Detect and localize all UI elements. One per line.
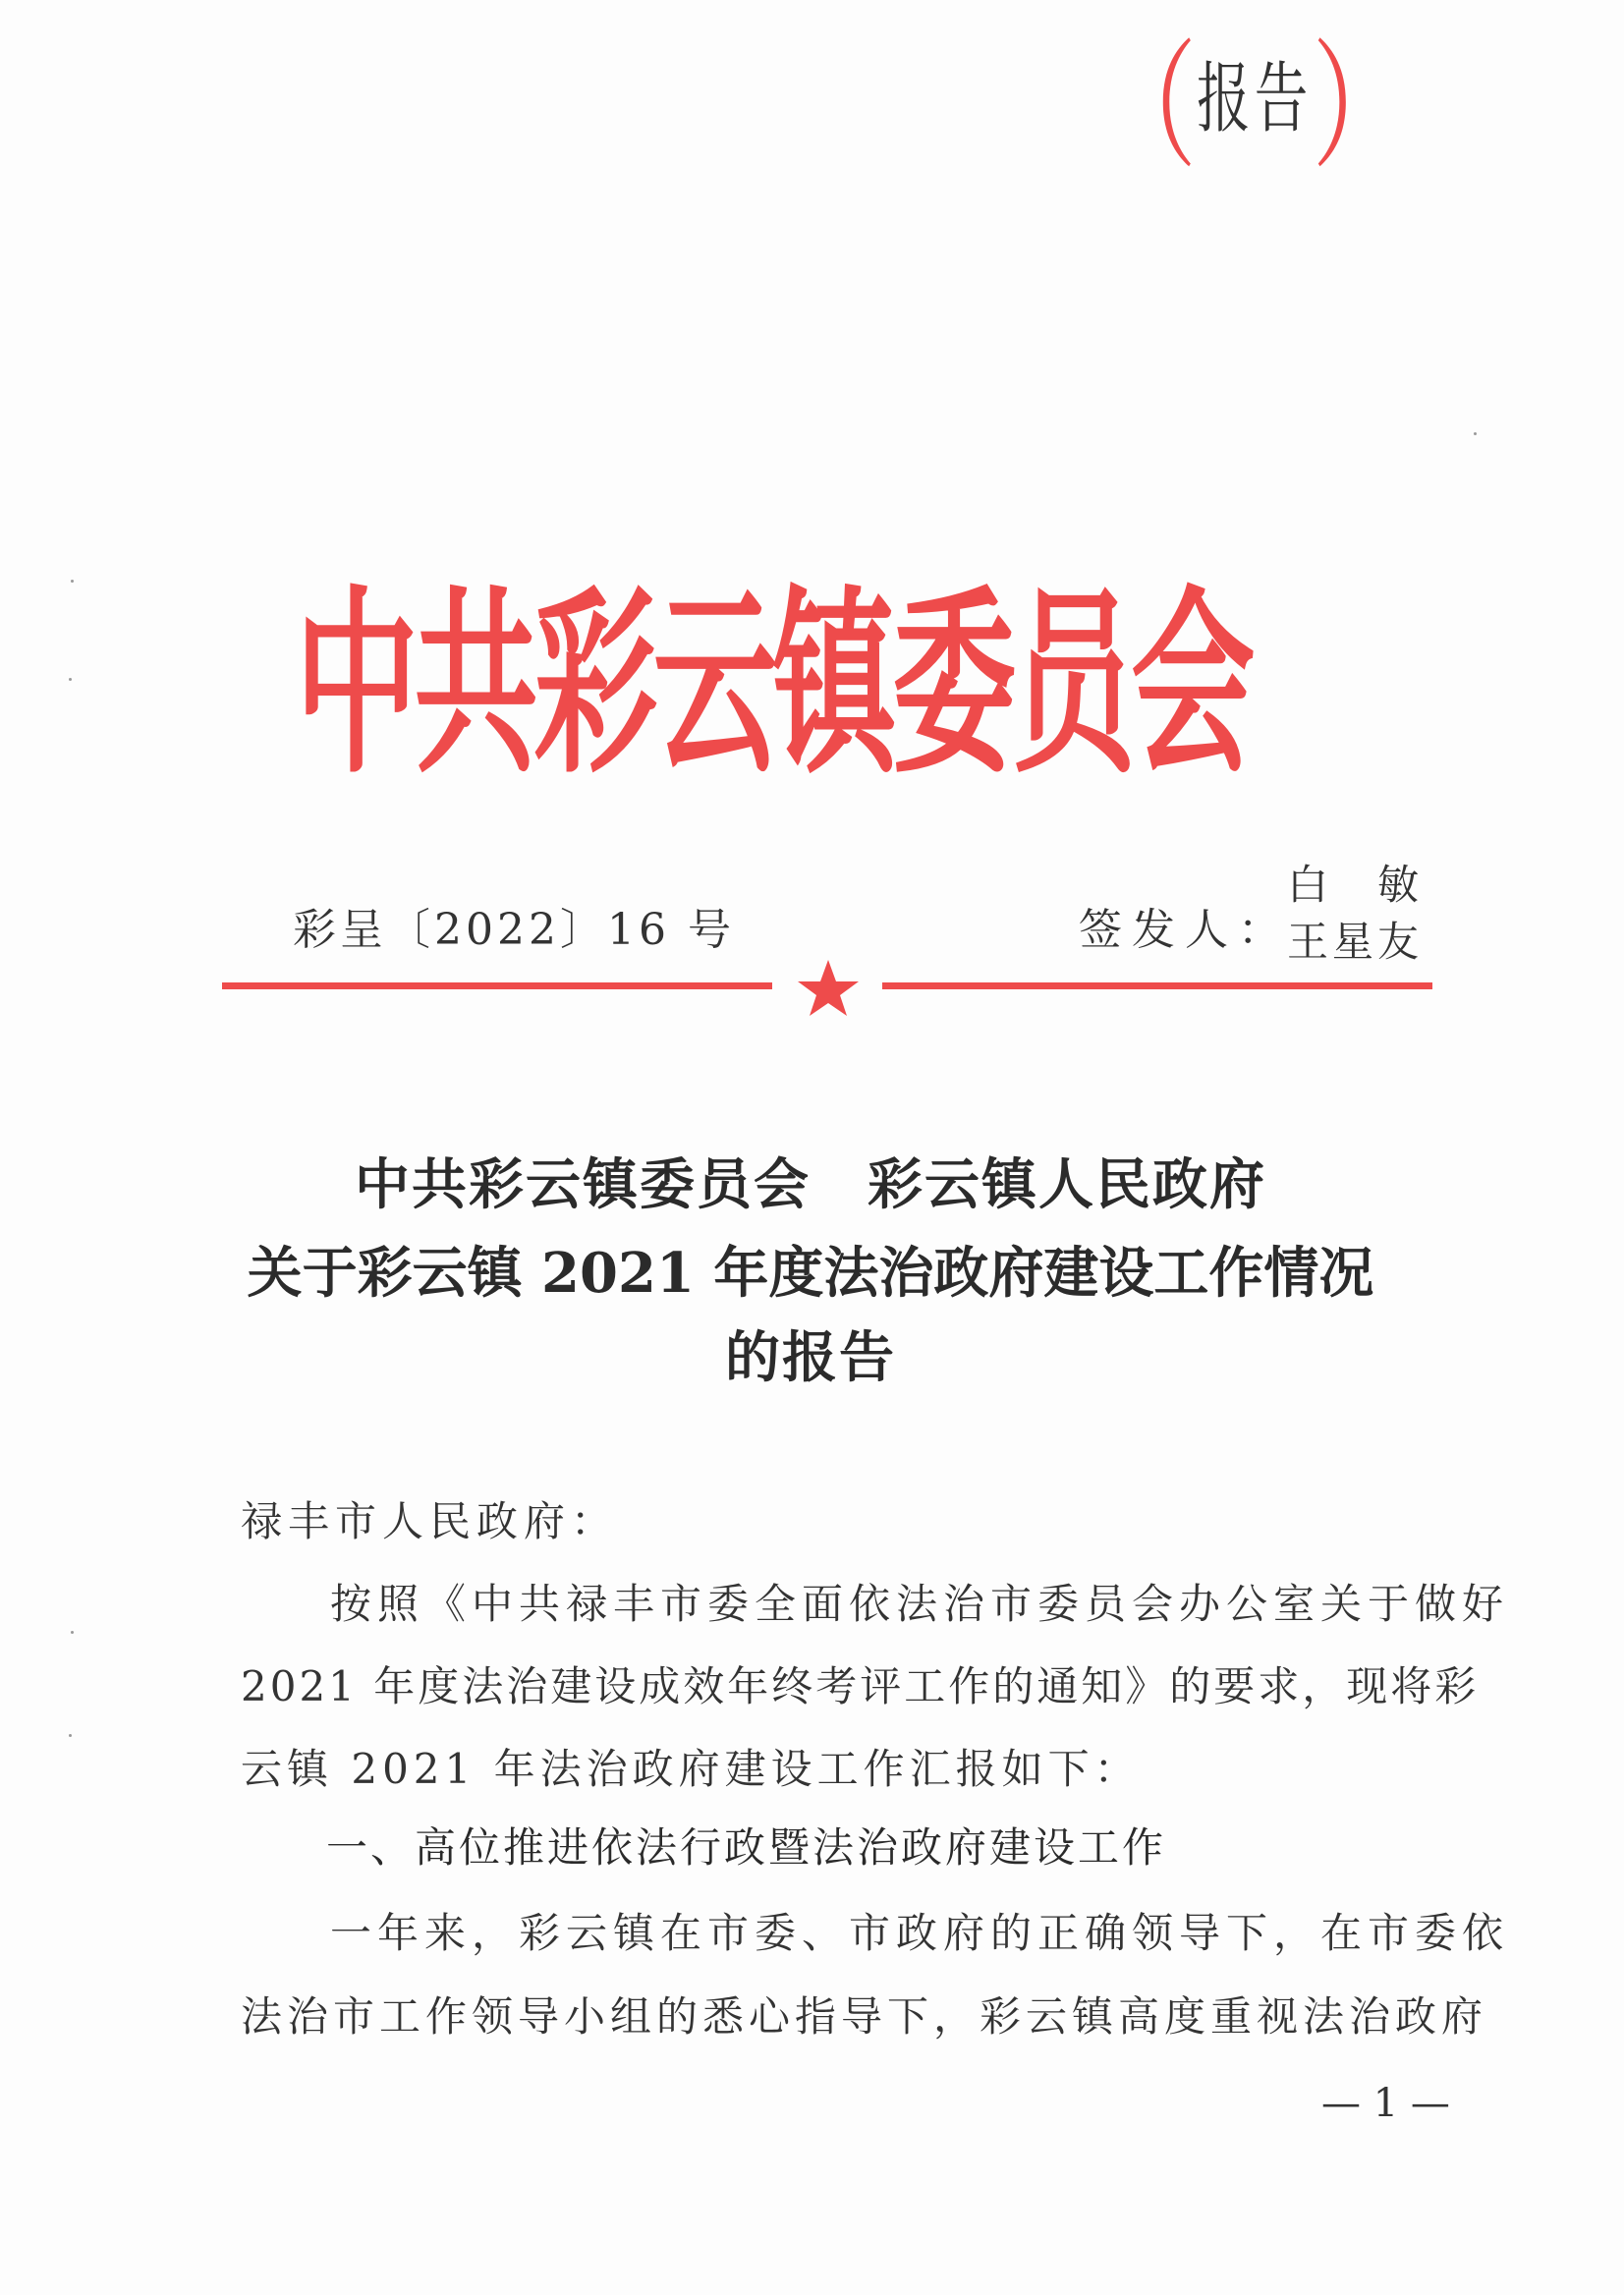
document-number: 彩呈〔2022〕16 号 <box>293 905 735 955</box>
masthead-doc-type <box>1100 28 1409 188</box>
paragraph-1-line-2: 2021 年度法治建设成效年终考评工作的通知》的要求，现将彩 <box>241 1662 1480 1710</box>
scan-speck <box>71 1631 74 1634</box>
title-line-2: 关于彩云镇 2021 年度法治政府建设工作情况 <box>247 1241 1374 1306</box>
title-line-1: 中共彩云镇委员会 彩云镇人民政府 <box>355 1152 1266 1217</box>
red-rule-left <box>222 982 772 989</box>
paragraph-1-line-3: 云镇 2021 年法治政府建设工作汇报如下： <box>241 1745 1141 1793</box>
scan-speck <box>71 580 74 583</box>
red-rule-right <box>882 982 1432 989</box>
salutation: 禄丰市人民政府： <box>241 1497 619 1545</box>
scan-speck <box>1474 432 1477 435</box>
masthead-doc-type-text: 报告 <box>1197 55 1313 143</box>
masthead-open-paren: （ <box>1100 28 1198 188</box>
page-number: — 1 — <box>1321 2081 1450 2126</box>
paragraph-2-line-1: 一年来，彩云镇在市委、市政府的正确领导下，在市委依 <box>330 1909 1510 1957</box>
issuer-name-1: 白 敏 <box>1287 861 1424 909</box>
masthead-close-paren: ） <box>1312 28 1409 188</box>
issuer-name-2: 王星友 <box>1287 918 1424 966</box>
red-star-icon <box>784 958 872 1017</box>
issuer-names <box>1287 857 1423 971</box>
issuer-label: 签发人： <box>1079 905 1291 955</box>
scan-speck <box>69 1734 72 1737</box>
paragraph-1-line-1: 按照《中共禄丰市委全面依法治市委员会办公室关于做好 <box>330 1580 1510 1628</box>
masthead <box>295 545 1552 802</box>
section-1-heading: 一、高位推进依法行政暨法治政府建设工作 <box>326 1823 1167 1872</box>
title-line-3: 的报告 <box>725 1325 896 1390</box>
paragraph-2-line-2: 法治市工作领导小组的悉心指导下，彩云镇高度重视法治政府 <box>241 1992 1488 2041</box>
scan-speck <box>69 678 72 681</box>
masthead-organization: 中共彩云镇委员会 <box>295 569 1251 802</box>
